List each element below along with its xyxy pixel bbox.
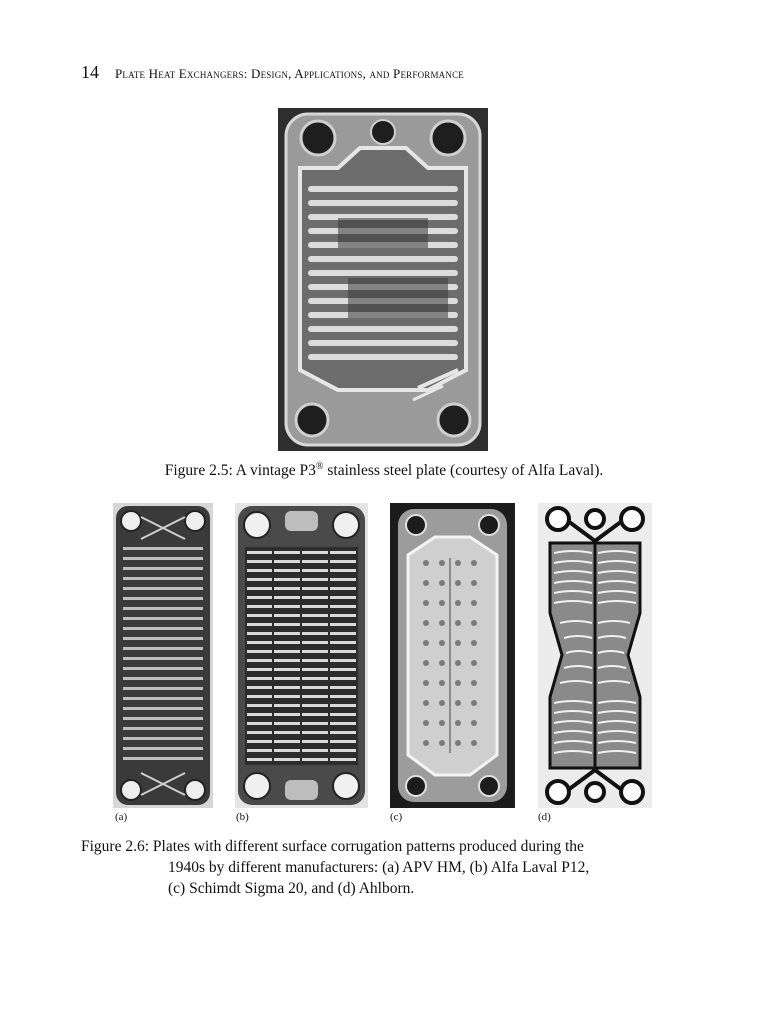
running-header (81, 62, 464, 83)
figure-2-6-caption-line-1: Figure 2.6: Plates with different surface corrugation patterns produced during the (81, 838, 584, 855)
figure-2-6-panel-b (235, 503, 368, 808)
panel-a-label: (a) (115, 811, 128, 823)
panel-c-label: (c) (390, 811, 403, 823)
figure-2-6-caption-line-2: 1940s by different manufacturers: (a) APV HM, (b) Alfa Laval P12, (168, 859, 590, 876)
figure-2-5-plate-photo (278, 108, 488, 451)
panel-d-label: (d) (538, 811, 551, 823)
figure-2-6-panel-d (538, 503, 652, 808)
page-number: 14 (81, 62, 99, 82)
registered-mark: ® (315, 461, 324, 472)
running-title: Plate Heat Exchangers: Design, Applications, and Performance (115, 66, 464, 81)
figure-2-5-caption-prefix: Figure 2.5: A vintage P3 (164, 462, 316, 480)
figure-2-6-caption (81, 836, 691, 899)
panel-b-label: (b) (236, 811, 249, 823)
figure-2-5-caption (0, 461, 768, 480)
figure-2-5-caption-suffix: stainless steel plate (courtesy of Alfa Laval). (323, 462, 604, 480)
figure-2-6-panel-a (113, 503, 213, 808)
figure-2-6-caption-line-3: (c) Schimdt Sigma 20, and (d) Ahlborn. (168, 880, 415, 897)
figure-2-6-panel-c (390, 503, 515, 808)
